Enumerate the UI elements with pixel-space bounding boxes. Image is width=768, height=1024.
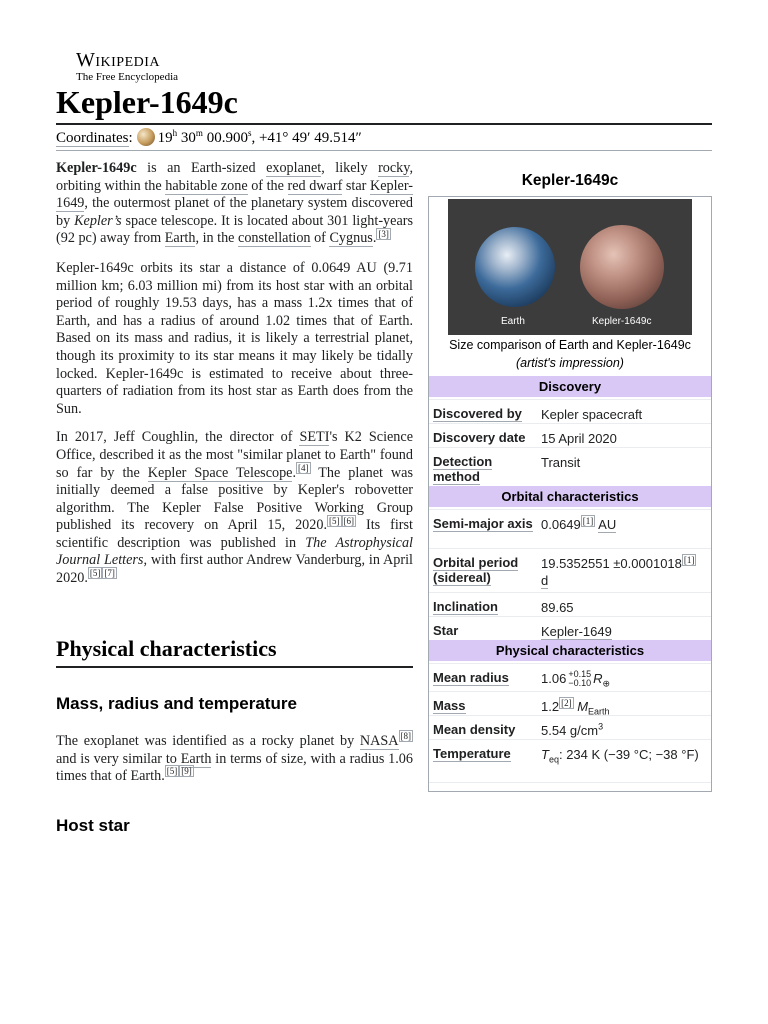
infobox-row-mass bbox=[429, 691, 711, 715]
infobox-row-mean-radius bbox=[429, 663, 711, 691]
image-caption-note: (artist's impression) bbox=[516, 356, 624, 370]
ref-6[interactable]: [6] bbox=[343, 515, 355, 526]
discovery-date-value: 15 April 2020 bbox=[541, 431, 617, 446]
mean-radius-label: Mean radius bbox=[433, 670, 509, 685]
planet-comparison-image[interactable] bbox=[448, 199, 692, 335]
ref-1b[interactable]: [1] bbox=[683, 554, 695, 565]
link-red-dwarf[interactable]: red dwarf bbox=[287, 177, 343, 194]
image-label-kepler: Kepler-1649c bbox=[592, 316, 652, 327]
semi-major-axis-label: Semi-major axis bbox=[433, 516, 533, 531]
title-divider bbox=[56, 123, 712, 125]
ref-4[interactable]: [4] bbox=[298, 462, 309, 473]
discovered-by-value: Kepler spacecraft bbox=[541, 407, 643, 422]
semi-major-axis-value: 0.0649 [1] AU bbox=[541, 515, 617, 532]
link-kepler-space-telescope[interactable]: Kepler Space Telescope bbox=[147, 464, 293, 481]
mean-density-label: Mean density bbox=[433, 722, 516, 737]
infobox-row-orbital-period bbox=[429, 548, 711, 592]
mean-density-value: 5.54 $g/cm^3$ bbox=[541, 721, 604, 738]
mass-value: 1.2 [2] $M_{Earth}$ bbox=[541, 697, 610, 717]
subsection-host-star: Host star bbox=[56, 816, 130, 835]
temperature-label: Temperature bbox=[433, 746, 511, 761]
intro-paragraph: Kepler-1649c is an Earth-sized exoplanet, likely rocky, orbiting within the habitable zone of the red dwarf star Kepler-1649, the outermost planet of the planetary system discovered by Kepler’s space telescope. It is located about 301 light-years (92 pc) away from Earth, in the constellation of Cygnus. [3] bbox=[56, 160, 413, 247]
orbital-period-value: 19.5352551 ±0.0001018 [1] d bbox=[541, 554, 695, 588]
orbital-period-label: Orbital period (sidereal) bbox=[433, 555, 519, 585]
discovery-paragraph: In 2017, Jeff Coughlin, the director of SETI's K2 Science Office, described it as the most "similar planet to Earth" found so far by the Kepler Space Telescope. [4] The planet was initially deemed a false positive by Kepler's robovetter algorithm. The Kepler False Positive Working Group published its recovery on April 15, 2020. [5] [6] Its first scientific description was published in The Astrophysical Journal Letters, with first author Andrew Vanderburg, in April 2020. [5] [7] bbox=[56, 429, 413, 587]
image-caption: Size comparison of Earth and Kepler-1649c bbox=[449, 338, 691, 352]
link-earth[interactable]: Earth bbox=[164, 230, 196, 247]
infobox-row-detection-method bbox=[429, 447, 711, 486]
wikipedia-logo[interactable] bbox=[76, 50, 178, 83]
ref-2[interactable]: [2] bbox=[561, 697, 572, 708]
link-exoplanet[interactable]: exoplanet bbox=[266, 160, 322, 176]
section-physical-characteristics: Physical characteristics bbox=[56, 636, 413, 668]
ref-5[interactable]: [5] bbox=[329, 515, 340, 526]
link-kepler-1649[interactable]: Kepler-1649 bbox=[56, 177, 413, 212]
globe-icon[interactable] bbox=[137, 128, 155, 146]
infobox-header-physical: Physical characteristics bbox=[429, 640, 711, 661]
infobox-header-orbital: Orbital characteristics bbox=[429, 486, 711, 507]
infobox-row-temperature bbox=[429, 739, 711, 783]
subsection-mass-radius-temperature: Mass, radius and temperature bbox=[56, 694, 297, 713]
ref-8[interactable]: [8] bbox=[400, 731, 411, 742]
logo-tagline: The Free Encyclopedia bbox=[76, 71, 179, 83]
image-label-earth: Earth bbox=[501, 316, 525, 327]
temperature-value: $T_{eq}$: 234 K (−39 °C; −38 °F) bbox=[541, 747, 699, 765]
article-subject: Kepler-1649c bbox=[56, 160, 137, 176]
detection-method-label: Detection method bbox=[433, 454, 493, 484]
link-rocky[interactable]: rocky bbox=[378, 160, 410, 176]
ref-9[interactable]: [9] bbox=[181, 766, 192, 777]
coordinates-value[interactable]: 19$^h$ 30$^m$ $00.900^s$, +41° 49′ 49.514″ bbox=[157, 128, 362, 146]
mean-radius-value: 1.06 +0.15 −0.10 $R_\oplus$ bbox=[541, 669, 611, 689]
link-seti[interactable]: SETI bbox=[299, 429, 330, 446]
coordinates-label[interactable]: Coordinates bbox=[56, 130, 129, 146]
earth-image bbox=[475, 227, 555, 307]
infobox-row-discovered-by bbox=[429, 399, 711, 423]
ref-3[interactable]: [3] bbox=[378, 228, 389, 239]
link-habitable-zone[interactable]: habitable zone bbox=[165, 177, 248, 194]
infobox-row-inclination bbox=[429, 592, 711, 616]
discovered-by-label: Discovered by bbox=[433, 406, 522, 421]
link-cygnus[interactable]: Cygnus bbox=[329, 230, 373, 247]
infobox-header-discovery: Discovery bbox=[429, 376, 711, 397]
logo-wordmark: Wikipedia bbox=[76, 49, 161, 71]
coordinates: Coordinates: 19$^h$ 30$^m$ $00.900^s$, +41° 49′ 49.514″ bbox=[56, 128, 362, 146]
infobox-title: Kepler-1649c bbox=[521, 172, 619, 189]
discovery-date-label: Discovery date bbox=[433, 430, 526, 445]
mass-paragraph: The exoplanet was identified as a rocky planet by NASA [8] and is very similar to Earth in terms of size, with a radius 1.06 times that of Earth. [5] [9] bbox=[56, 731, 413, 785]
star-label: Star bbox=[433, 623, 459, 638]
coordinates-divider bbox=[56, 150, 712, 151]
link-earth-2[interactable]: Earth bbox=[180, 750, 212, 767]
ref-7[interactable]: [7] bbox=[104, 568, 115, 579]
link-constellation[interactable]: constellation bbox=[238, 230, 311, 247]
ref-5b[interactable]: [5] bbox=[89, 568, 101, 579]
mass-label: Mass bbox=[433, 698, 466, 713]
ref-1[interactable]: [1] bbox=[582, 515, 594, 526]
star-value: Kepler-1649 bbox=[541, 624, 612, 639]
infobox-row-mean-density bbox=[429, 715, 711, 739]
article-body bbox=[56, 160, 413, 599]
kepler-1649c-image bbox=[580, 225, 664, 309]
inclination-value: 89.65 bbox=[541, 600, 574, 615]
detection-method-value: Transit bbox=[541, 455, 581, 470]
infobox-row-star bbox=[429, 616, 711, 640]
link-nasa[interactable]: NASA bbox=[359, 733, 399, 749]
ref-5c[interactable]: [5] bbox=[166, 766, 178, 777]
inclination-label: Inclination bbox=[433, 599, 498, 614]
orbit-paragraph: Kepler-1649c orbits its star a distance of 0.0649 AU (9.71 million km; 6.03 million mi) from its host star with an orbital period of roughly 19.53 days, has a mass 1.2x times that of Earth, and has a radius of around 1.02 times that of Earth. Based on its mass and radius, it is likely a terrestrial planet, though its proximity to its star means it may likely be tidally locked. Kepler-1649c is estimated to receive about three-quarters of radiation from its host star as Earth does from the Sun. bbox=[56, 259, 413, 417]
infobox bbox=[428, 196, 712, 792]
page-title: Kepler-1649c bbox=[56, 84, 238, 120]
infobox-row-semi-major-axis bbox=[429, 509, 711, 548]
infobox-row-discovery-date bbox=[429, 423, 711, 447]
